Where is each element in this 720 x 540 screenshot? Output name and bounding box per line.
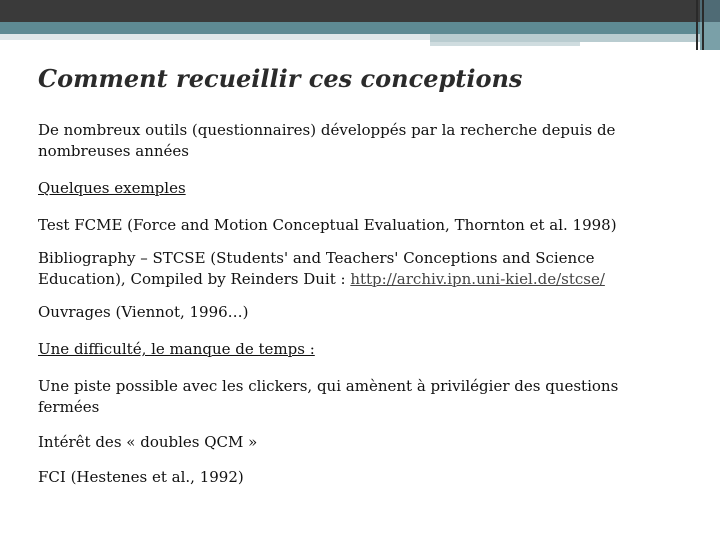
header-divider-line [696, 0, 698, 50]
paragraph-ouvrages: Ouvrages (Viennot, 1996…) [38, 303, 249, 321]
header-bar-light [0, 34, 430, 40]
paragraph-fcme: Test FCME (Force and Motion Conceptual Evaluation, Thornton et al. 1998) [38, 216, 617, 234]
header-bar-light-secondary [430, 34, 700, 42]
paragraph-double-qcm: Intérêt des « doubles QCM » [38, 433, 258, 451]
stcse-link[interactable]: http://archiv.ipn.uni-kiel.de/stcse/ [350, 270, 605, 288]
slide-title: Comment recueillir ces conceptions [38, 64, 523, 93]
paragraph-tools: De nombreux outils (questionnaires) développés par la recherche depuis de nombreuses années [38, 121, 616, 160]
header-divider-line [702, 0, 704, 50]
header-bar-dark [0, 0, 700, 22]
bibliography-text: Bibliography – STCSE (Students' and Teachers' Conceptions and Science Education), Compiled by Reinders Duit : [38, 249, 595, 288]
paragraph-clickers: Une piste possible avec les clickers, qui amènent à privilégier des questions fermées [38, 377, 619, 416]
paragraph-examples-heading: Quelques exemples [38, 179, 186, 197]
paragraph-difficulty-heading: Une difficulté, le manque de temps : [38, 340, 315, 358]
paragraph-fci: FCI (Hestenes et al., 1992) [38, 468, 244, 486]
header-bar-teal [0, 22, 700, 34]
header-bar-light-tertiary [430, 42, 580, 46]
paragraph-bibliography [38, 248, 678, 290]
slide-content [38, 120, 678, 488]
